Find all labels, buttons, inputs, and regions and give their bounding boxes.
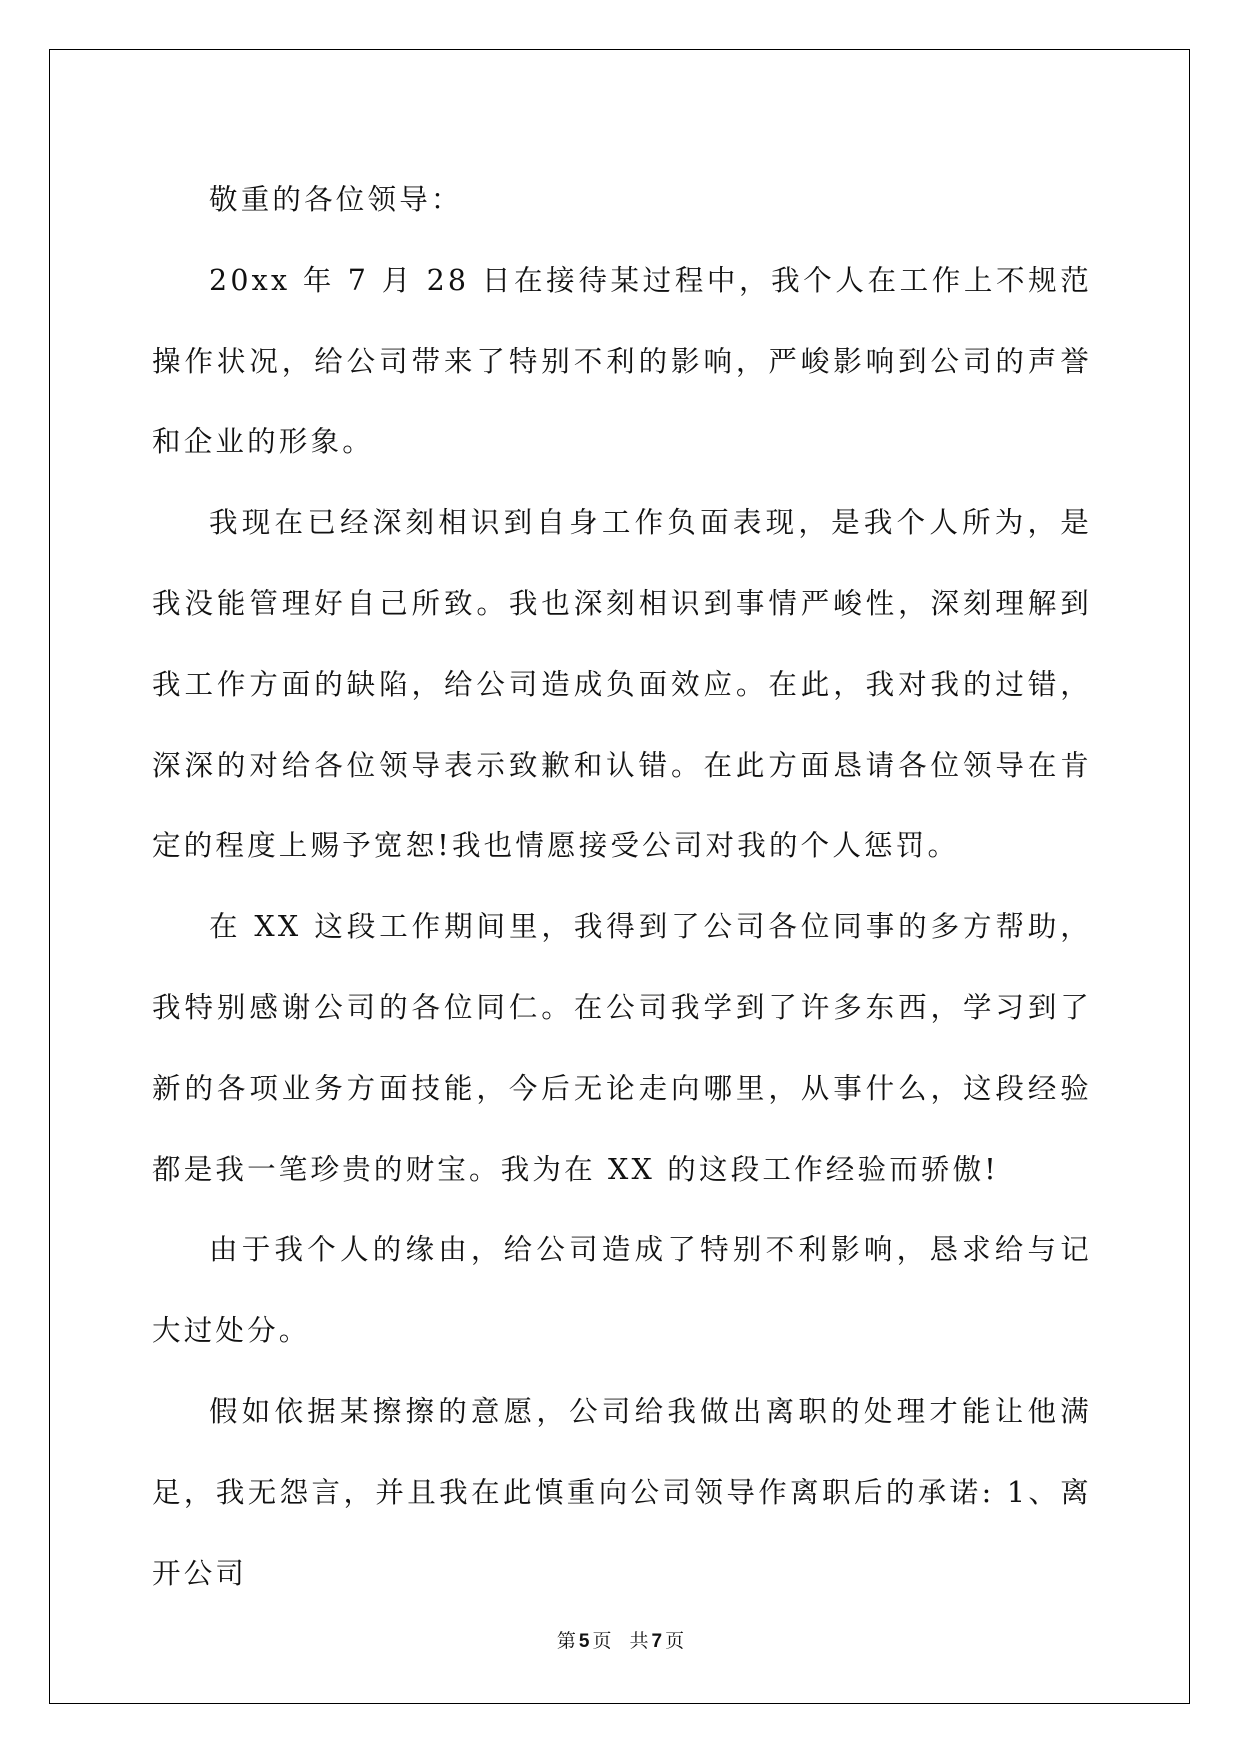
paragraph-apology: 我现在已经深刻相识到自身工作负面表现，是我个人所为，是我没能管理好自己所致。我也深刻相识到事情严峻性，深刻理解到我工作方面的缺陷，给公司造成负面效应。在此，我对我的过错，深深的对给各位领导表示致歉和认错。在此方面恳请各位领导在肯定的程度上赐予宽恕!我也情愿接受公司对我的个人惩罚。 bbox=[152, 506, 1092, 863]
paragraph-incident: 20xx 年 7 月 28 日在接待某过程中，我个人在工作上不规范操作状况，给公司带来了特别不利的影响，严峻影响到公司的声誉和企业的形象。 bbox=[152, 263, 1092, 459]
salutation: 敬重的各位领导： bbox=[209, 183, 463, 216]
page-number-footer bbox=[0, 1626, 1241, 1653]
page-prefix: 第 bbox=[556, 1630, 576, 1652]
total-suffix: 页 bbox=[665, 1630, 685, 1652]
paragraph-commitment: 假如依据某擦擦的意愿，公司给我做出离职的处理才能让他满足，我无怨言，并且我在此慎重向公司领导作离职后的承诺: 1、离开公司 bbox=[152, 1394, 1092, 1590]
total-prefix: 共 bbox=[629, 1630, 649, 1652]
paragraph-request: 由于我个人的缘由，给公司造成了特别不利影响，恳求给与记大过处分。 bbox=[152, 1233, 1092, 1348]
current-page-number: 5 bbox=[578, 1631, 590, 1652]
paragraph-gratitude: 在 XX 这段工作期间里，我得到了公司各位同事的多方帮助，我特别感谢公司的各位同仁。在公司我学到了许多东西，学习到了新的各项业务方面技能，今后无论走向哪里，从事什么，这段经验都是我一笔珍贵的财宝。我为在 XX 的这段工作经验而骄傲! bbox=[152, 910, 1092, 1186]
total-pages-number: 7 bbox=[651, 1631, 663, 1652]
document-body bbox=[152, 160, 1092, 1614]
page-suffix: 页 bbox=[592, 1630, 612, 1652]
